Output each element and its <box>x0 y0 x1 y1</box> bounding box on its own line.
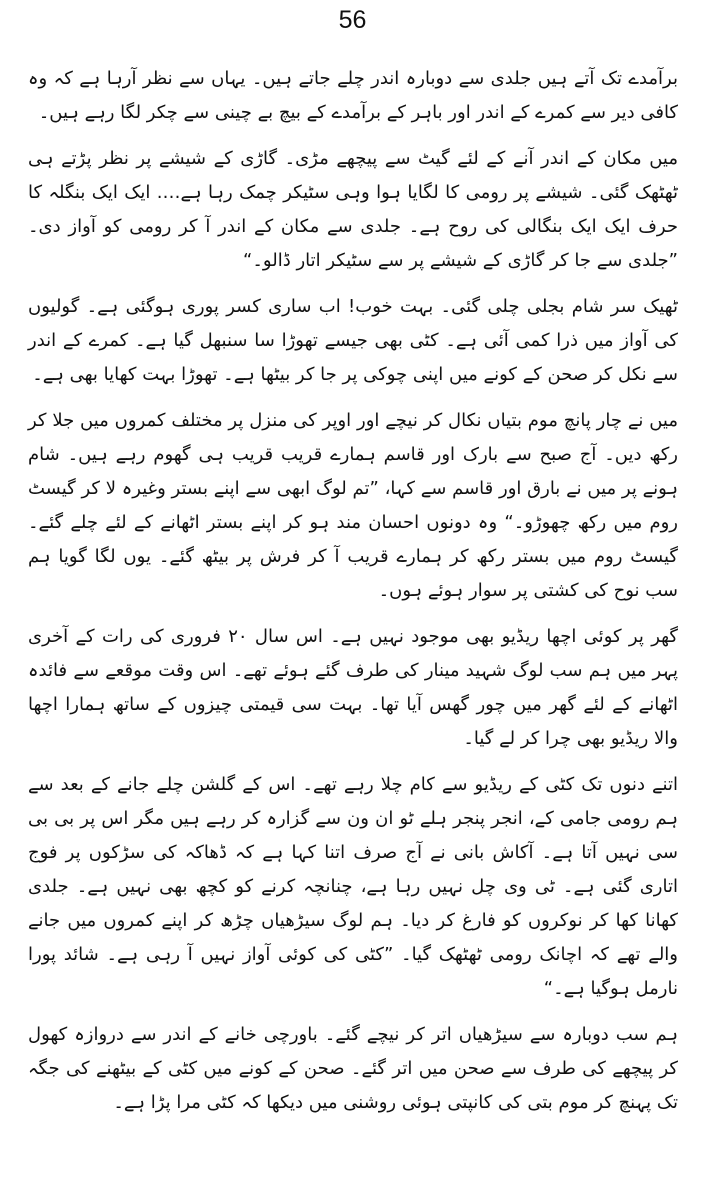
page-number: 56 <box>338 6 367 34</box>
paragraph-7: ہم سب دوبارہ سے سیڑھیاں اتر کر نیچے گئے۔ باورچی خانے کے اندر سے دروازہ کھول کر پیچھے کی طرف سے صحن میں اتر گئے۔ صحن کے کونے میں کٹی کے بیٹھنے کی جگہ تک پہنچ کر موم بتی کی کانپتی ہوئی روشنی میں دیکھا کہ کٹی مرا پڑا ہے۔ <box>28 1024 678 1113</box>
page-body-text <box>28 62 678 1120</box>
paragraph-5: گھر پر کوئی اچھا ریڈیو بھی موجود نہیں ہے۔ اس سال ۲۰ فروری کی رات کے آخری پہر میں ہم سب لوگ شہید مینار کی طرف گئے ہوئے تھے۔ اس وقت موقعے سے فائدہ اٹھانے کے لئے گھر میں چور گھس آیا تھا۔ بہت سی قیمتی چیزوں کے ساتھ ہمارا اچھا والا ریڈیو بھی چرا کر لے گیا۔ <box>28 626 678 749</box>
paragraph-6: اتنے دنوں تک کٹی کے ریڈیو سے کام چلا رہے تھے۔ اس کے گلشن چلے جانے کے بعد سے ہم رومی جامی کے، انجر پنجر ہلے ٹو ان ون سے گزارہ کر رہے ہیں مگر اس پر بی بی سی نہیں آتا ہے۔ آکاش بانی نے آج صرف اتنا کہا ہے کہ ڈھاکہ کی سڑکوں پر فوج اتاری گئی ہے۔ ٹی وی چل نہیں رہا ہے، چنانچہ کرنے کو کچھ بھی نہیں ہے۔ جلدی کھانا کھا کر نوکروں کو فارغ کر دیا۔ ہم لوگ سیڑھیاں چڑھ کر اپنے کمروں میں جانے والے تھے کہ اچانک رومی ٹھٹھک گیا۔ ”کٹی کی کوئی آواز نہیں آ رہی ہے۔ شائد پورا نارمل ہوگیا ہے۔“ <box>28 774 678 999</box>
paragraph-4: میں نے چار پانچ موم بتیاں نکال کر نیچے اور اوپر کی منزل پر مختلف کمروں میں جلا کر رکھ دیں۔ آج صبح سے بارک اور قاسم ہمارے قریب قریب ہی گھوم رہے ہیں۔ شام ہونے پر میں نے بارق اور قاسم سے کہا، ”تم لوگ ابھی سے اپنے بستر وغیرہ لا کر گیسٹ روم میں رکھ چھوڑو۔“ وہ دونوں احسان مند ہو کر اپنے بستر اٹھانے کے لئے چلے گئے۔ گیسٹ روم میں بستر رکھ کر ہمارے قریب آ کر فرش پر بیٹھ گئے۔ یوں لگا گویا ہم سب نوح کی کشتی پر سوار ہوئے ہوں۔ <box>28 410 678 601</box>
paragraph-2: میں مکان کے اندر آنے کے لئے گیٹ سے پیچھے مڑی۔ گاڑی کے شیشے پر نظر پڑتے ہی ٹھٹھک گئی۔ شیشے پر رومی کا لگایا ہوا وہی سٹیکر چمک رہا ہے…. ایک ایک بنگلہ کا حرف ایک ایک بنگالی کی روح ہے۔ جلدی سے مکان کے اندر آ کر رومی کو آواز دی۔ ”جلدی سے جا کر گاڑی کے شیشے پر سے سٹیکر اتار ڈالو۔“ <box>28 148 678 271</box>
paragraph-3: ٹھیک سر شام بجلی چلی گئی۔ بہت خوب! اب ساری کسر پوری ہوگئی ہے۔ گولیوں کی آواز میں ذرا کمی آئی ہے۔ کٹی بھی جیسے تھوڑا سا سنبھل گیا ہے۔ کمرے کے اندر سے نکل کر صحن کے کونے میں اپنی چوکی پر جا کر بیٹھا ہے۔ تھوڑا بہت کھایا بھی ہے۔ <box>28 296 678 385</box>
paragraph-1: برآمدے تک آتے ہیں جلدی سے دوبارہ اندر چلے جاتے ہیں۔ یہاں سے نظر آرہا ہے کہ وہ کافی دیر سے کمرے کے اندر اور باہر کے برآمدے کے بیچ بے چینی سے چکر لگا رہے ہیں۔ <box>28 68 678 123</box>
